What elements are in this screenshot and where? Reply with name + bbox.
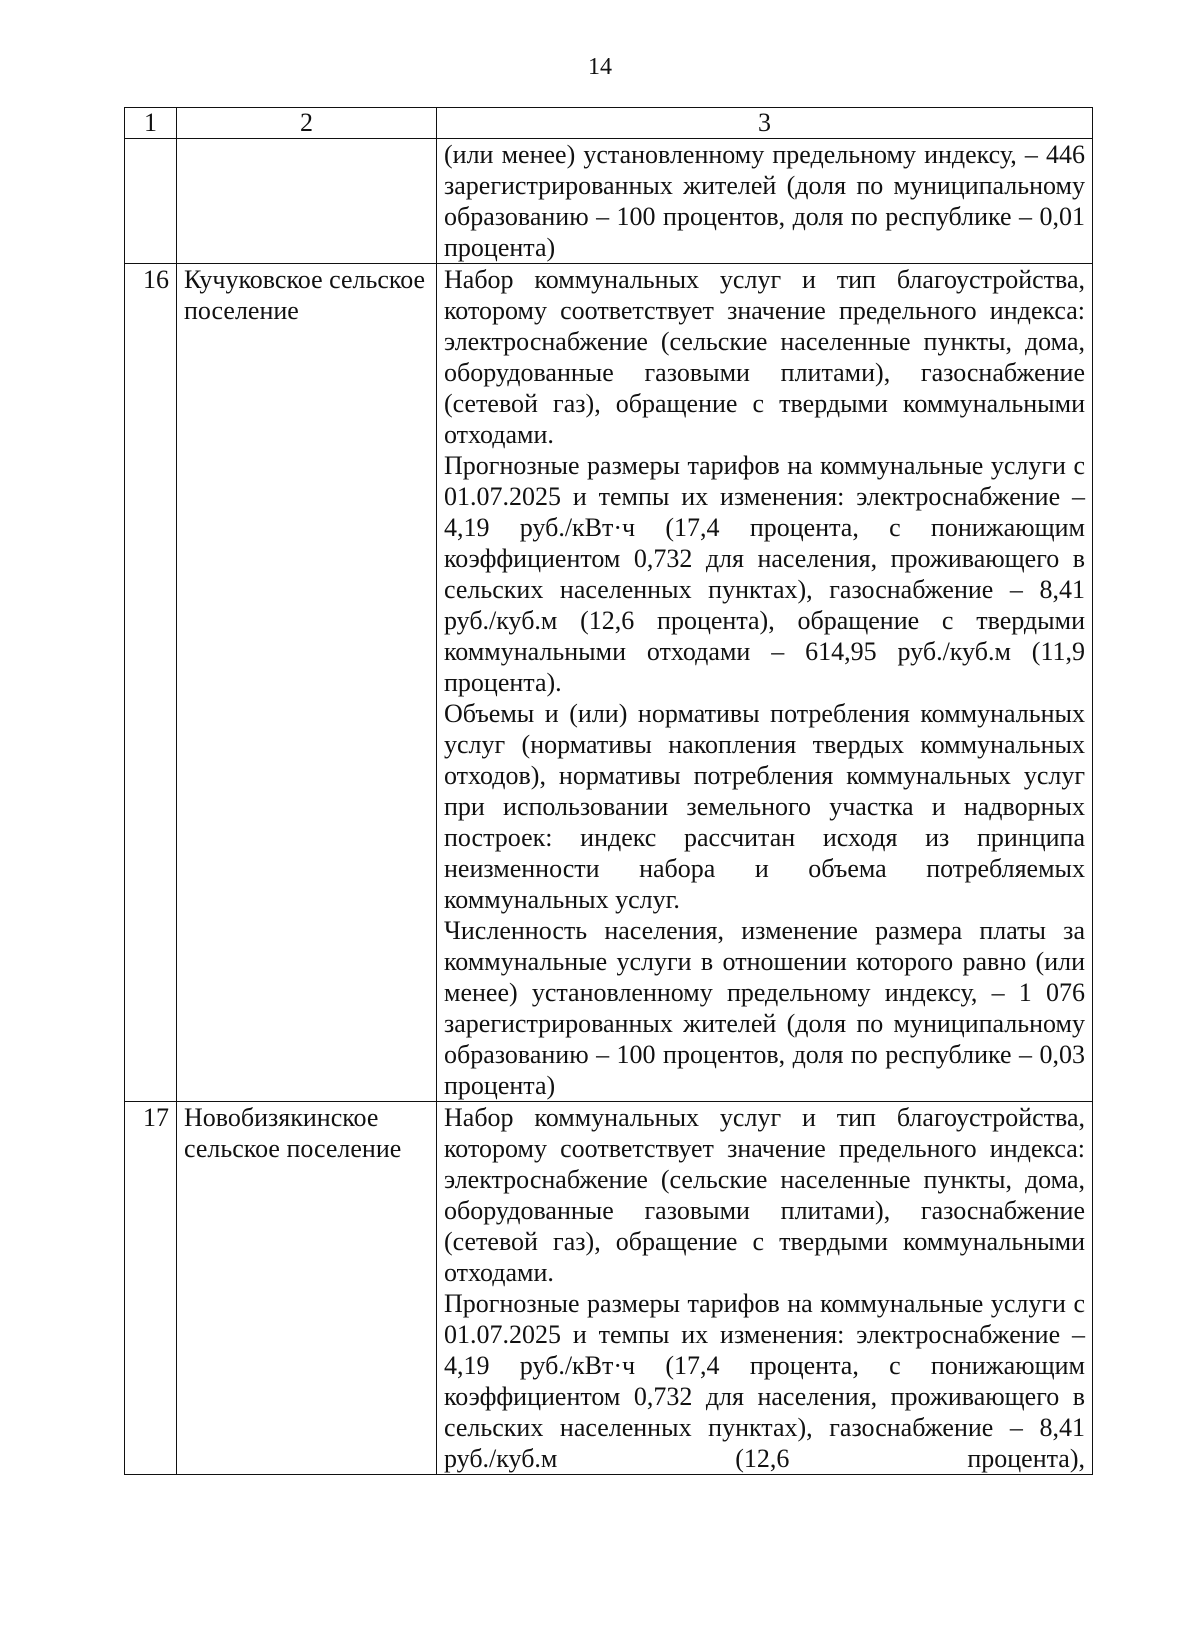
municipality-name xyxy=(177,139,437,264)
column-header-description: 3 xyxy=(437,108,1093,139)
description-paragraph: (или менее) установленному предельному индексу, – 446 зарегистрированных жителей (доля по муниципальному образованию – 100 процентов, доля по республике – 0,01 процента) xyxy=(444,140,1085,262)
row-number xyxy=(125,139,177,264)
row-number: 17 xyxy=(125,1102,177,1475)
column-header-municipality: 2 xyxy=(177,108,437,139)
table-header-row xyxy=(125,108,1093,139)
table-row-16 xyxy=(125,264,1093,1102)
description-paragraph: Численность населения, изменение размера платы за коммунальные услуги в отношении которого равно (или менее) установленному предельному индексу, – 1 076 зарегистрированных жителей (доля по муниципальному образованию – 100 процентов, доля по республике – 0,03 процента) xyxy=(444,916,1085,1100)
page-number: 14 xyxy=(588,54,612,80)
description-cell xyxy=(437,1102,1093,1475)
municipality-name: Кучуковское сельское поселение xyxy=(177,264,437,1102)
description-paragraph: Прогнозные размеры тарифов на коммунальные услуги с 01.07.2025 и темпы их изменения: электроснабжение – 4,19 руб./кВт·ч (17,4 процента, с понижающим коэффициентом 0,732 для населения, проживающего в сельских населенных пунктах), газоснабжение – 8,41 руб./куб.м (12,6 процента), обращение с твердыми коммунальными отходами – 614,95 руб./куб.м (11,9 процента). xyxy=(444,451,1085,697)
row-number: 16 xyxy=(125,264,177,1102)
description-paragraph: Объемы и (или) нормативы потребления коммунальных услуг (нормативы накопления твердых коммунальных отходов), нормативы потребления коммунальных услуг при использовании земельного участка и надворных построек: индекс рассчитан исходя из принципа неизменности набора и объема потребляемых коммунальных услуг. xyxy=(444,699,1085,914)
column-header-number: 1 xyxy=(125,108,177,139)
description-cell xyxy=(437,264,1093,1102)
description-paragraph: Набор коммунальных услуг и тип благоустройства, которому соответствует значение предельного индекса: электроснабжение (сельские населенные пункты, дома, оборудованные газовыми плитами), газоснабжение (сетевой газ), обращение с твердыми коммунальными отходами. xyxy=(444,265,1085,449)
description-cell xyxy=(437,139,1093,264)
tariff-table xyxy=(124,107,1093,1475)
table-row-continuation xyxy=(125,139,1093,264)
municipality-name: Новобизякинское сельское поселение xyxy=(177,1102,437,1475)
description-paragraph: Набор коммунальных услуг и тип благоустройства, которому соответствует значение предельного индекса: электроснабжение (сельские населенные пункты, дома, оборудованные газовыми плитами), газоснабжение (сетевой газ), обращение с твердыми коммунальными отходами. xyxy=(444,1103,1085,1287)
description-paragraph: Прогнозные размеры тарифов на коммунальные услуги с 01.07.2025 и темпы их изменения: электроснабжение – 4,19 руб./кВт·ч (17,4 процента, с понижающим коэффициентом 0,732 для населения, проживающего в сельских населенных пунктах), газоснабжение – 8,41 руб./куб.м (12,6 процента), xyxy=(444,1289,1085,1473)
table-row-17 xyxy=(125,1102,1093,1475)
